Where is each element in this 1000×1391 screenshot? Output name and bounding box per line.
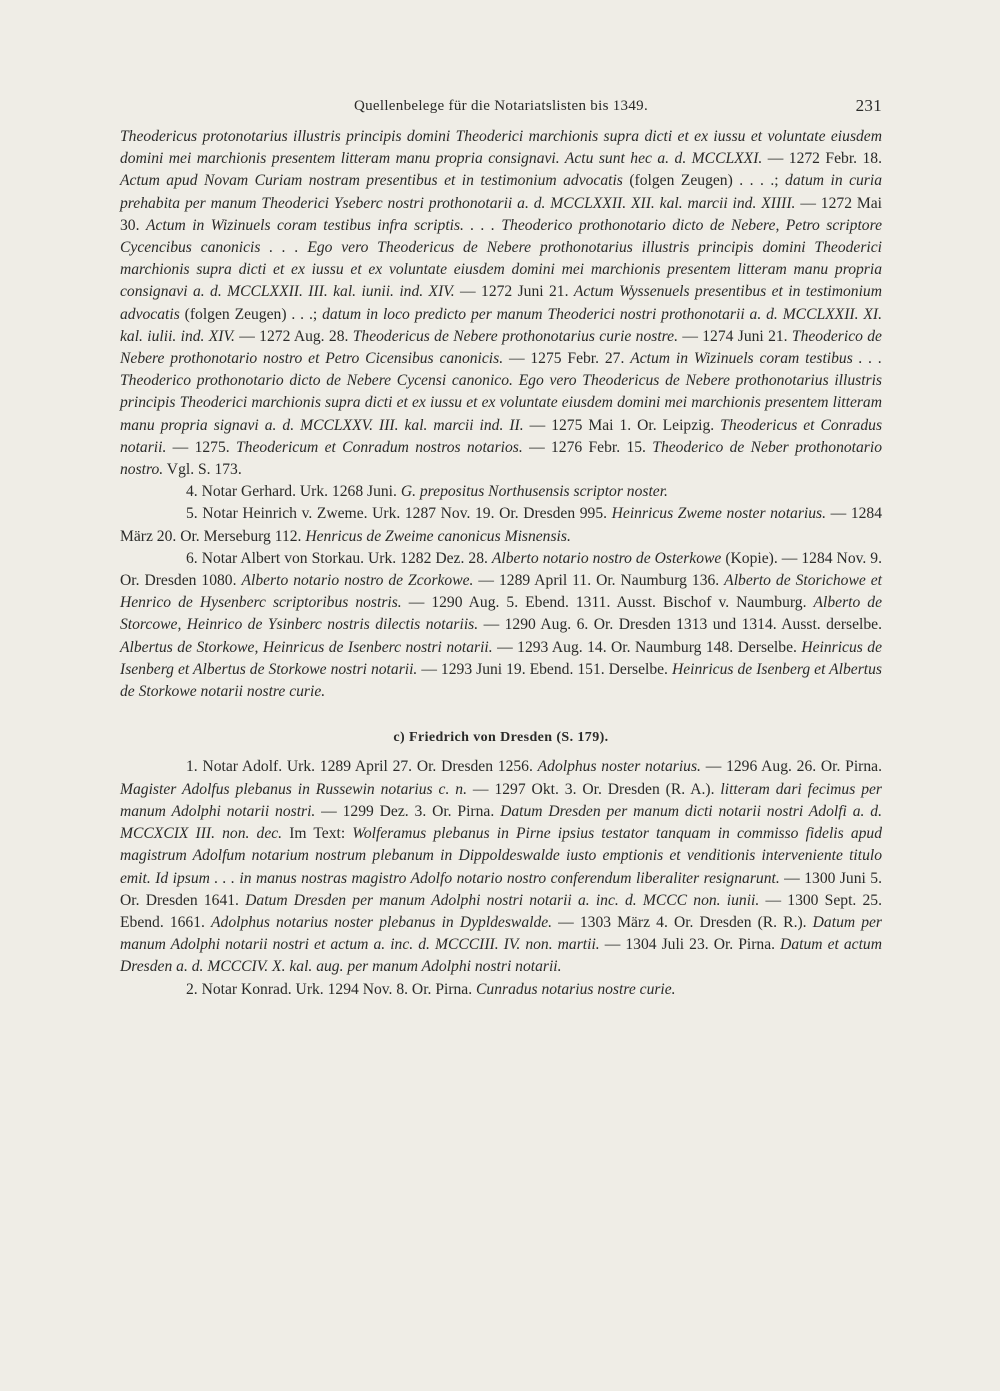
text-run: — 1272 Mai 30. [120, 194, 882, 234]
italic-run: Datum per manum Adolphi notarii nostri et actum a. inc. d. MCCCIII. IV. non. martii. [120, 913, 883, 954]
italic-run: Theodericum et Conradum nostros notarios. [236, 438, 523, 456]
text-run: — 1275. [166, 438, 236, 456]
paragraph [120, 503, 882, 547]
body-text [120, 126, 882, 1001]
text-run: — 1274 Juni 21. [677, 327, 792, 345]
running-title: Quellenbelege für die Notariatslisten bis 1349. [353, 98, 649, 114]
italic-run: Alberto notario nostro de Osterkowe [491, 549, 722, 567]
italic-run: Alberto notario nostro de Zcorkowe. [241, 572, 474, 590]
text-run: (Kopie). — 1284 Nov. 9. Or. Dresden 1080. [120, 549, 883, 590]
text-run: — 1297 Okt. 3. Or. Dresden (R. A.). [467, 780, 721, 798]
italic-run: Adolphus notarius noster plebanus in Dypldeswalde. [211, 913, 553, 931]
text-run: — 1272 Juni 21. [454, 283, 574, 301]
italic-run: Actum apud Novam Curiam nostram presentibus et in testimonium advocatis [120, 172, 623, 190]
italic-run: Albertus de Storkowe, Heinricus de Isenberc nostri notarii. [120, 638, 493, 656]
text-run: 4. Notar Gerhard. Urk. 1268 Juni. [186, 483, 401, 501]
text-run: — 1289 April 11. Or. Naumburg 136. [473, 572, 725, 590]
text-run: — 1299 Dez. 3. Or. Pirna. [315, 802, 501, 820]
italic-run: Datum Dresden per manum Adolphi nostri notarii a. inc. d. MCCC non. iunii. [245, 891, 760, 909]
italic-run: Alberto de Storichowe et Henrico de Hysenberc scriptoribus nostris. [120, 572, 882, 612]
italic-run: Datum Dresden per manum dicti notarii nostri Adolfi a. d. MCCXCIX III. non. dec. [120, 802, 882, 843]
italic-run: Theodericus protonotarius illustris principis domini Theoderici marchionis supra dicti et ex iussu et voluntate eiusdem domini mei marchionis presentem litteram manu propria consignavi. Actu sunt hec a. d. MCCLXXI. [120, 128, 882, 168]
paragraph-group [120, 126, 882, 703]
text-run: (folgen Zeugen) . . . .; [622, 172, 786, 190]
text-run: — 1296 Aug. 26. Or. Pirna. [700, 758, 882, 776]
italic-run: Actum Wyssenuels presentibus et in testimonium advocatis [120, 283, 882, 323]
text-run: Im Text: [282, 825, 353, 843]
text-run: 2. Notar Konrad. Urk. 1294 Nov. 8. Or. Pirna. [186, 980, 477, 998]
text-run: — 1275 Febr. 27. [503, 350, 631, 368]
italic-run: datum in curia prehabita per manum Theoderici Yseberc nostri prothonotarii a. d. MCCLXXII. XII. kal. marcii ind. XIIII. [120, 172, 883, 212]
text-run: 5. Notar Heinrich v. Zweme. Urk. 1287 Nov. 19. Or. Dresden 995. [186, 505, 612, 523]
text-run: 6. Notar Albert von Storkau. Urk. 1282 Dez. 28. [186, 549, 492, 567]
italic-run: Heinricus de Isenberg et Albertus de Storkowe nostri notarii. [120, 638, 882, 678]
text-run: — 1303 März 4. Or. Dresden (R. R.). [552, 913, 813, 931]
text-run: — 1276 Febr. 15. [522, 438, 653, 456]
italic-run: Theoderico de Neber prothonotario nostro. [120, 438, 883, 479]
text-run: — 1275 Mai 1. Or. Leipzig. [523, 416, 721, 434]
text-run: — 1272 Febr. 18. [762, 150, 882, 168]
paragraph [120, 481, 882, 503]
italic-run: G. prepositus Northusensis scriptor noster. [400, 483, 668, 501]
text-run: Vgl. S. 173. [163, 461, 242, 479]
italic-run: Wolferamus plebanus in Pirne ipsius testator tanquam in commisso fidelis apud magistrum Adolfum notarium nostrum plebanum in Dippoldeswalde iusto emptionis et venditionis interveniente titulo emit. Id ipsum . . . in manus nostras magistro Adolfo notario nostro conferendum liberaliter resignarunt. [120, 825, 883, 887]
paragraph-group [120, 756, 882, 1000]
text-run: 1. Notar Adolf. Urk. 1289 April 27. Or. Dresden 1256. [186, 758, 538, 776]
italic-run: Theodericus de Nebere prothonotarius curie nostre. [352, 327, 678, 345]
text-run: — 1290 Aug. 6. Or. Dresden 1313 und 1314. Ausst. derselbe. [478, 616, 882, 634]
text-run: — 1284 März 20. Or. Merseburg 112. [120, 505, 883, 545]
italic-run: Actum in Wizinuels coram testibus . . . Theoderico prothonotario dicto de Nebere Cycensi canonico. Ego vero Theodericus de Nebere prothonotarius illustris principis Theoderici marchionis supra dicti et ex iussu et ex voluntate eiusdem domini mei marchionis presentem litteram manu propria signavi a. d. MCCLXXV. III. kal. marcii ind. II. [120, 350, 882, 434]
paragraph [120, 548, 882, 703]
section-heading: c) Friedrich von Dresden (S. 179). [393, 730, 609, 746]
paragraph [120, 979, 882, 1001]
italic-run: Adolphus noster notarius. [537, 758, 701, 776]
text-run: — 1300 Juni 5. Or. Dresden 1641. [120, 869, 882, 909]
italic-run: Datum et actum Dresden a. d. MCCCIV. X. kal. aug. per manum Adolphi nostri notarii. [120, 936, 882, 976]
paragraph [120, 756, 882, 978]
paragraph [120, 126, 882, 481]
italic-run: Heinricus Zweme noster notarius. [611, 505, 827, 523]
italic-run: Heinricus de Isenberg et Albertus de Storkowe notarii nostre curie. [120, 660, 882, 701]
italic-run: Magister Adolfus plebanus in Russewin notarius c. n. [120, 780, 467, 798]
text-run: — 1300 Sept. 25. Ebend. 1661. [120, 891, 882, 931]
italic-run: Theodericus et Conradus notarii. [120, 416, 883, 456]
italic-run: Theoderico de Nebere prothonotario nostro et Petro Cicensibus canonicis. [120, 327, 882, 368]
italic-run: Actum in Wizinuels coram testibus infra scriptis. . . . Theoderico prothonotario dicto de Nebere, Petro scriptore Cycencibus canonicis . . . Ego vero Theodericus de Nebere prothonotarius illustris principis domini Theoderici marchionis supra dicti et ex iussu et ex voluntate eiusdem domini mei marchionis presentem litteram manu propria consignavi a. d. MCCLXXII. III. kal. iunii. ind. XIV. [120, 216, 883, 301]
text-run: — 1290 Aug. 5. Ebend. 1311. Ausst. Bischof v. Naumburg. [401, 594, 814, 612]
running-head [120, 96, 882, 122]
text-run: — 1272 Aug. 28. [234, 327, 353, 345]
text-run: — 1293 Aug. 14. Or. Naumburg 148. Derselbe. [492, 638, 802, 656]
italic-run: Alberto de Storcowe, Heinrico de Ysinberc nostris dilectis notariis. [120, 594, 883, 634]
text-run: — 1304 Juli 23. Or. Pirna. [599, 936, 781, 954]
italic-run: litteram dari fecimus per manum Adolphi notarii nostri. [120, 780, 882, 820]
italic-run: datum in loco predicto per manum Theoderici nostri prothonotarii a. d. MCCLXXII. XI. kal. iulii. ind. XIV. [120, 305, 882, 345]
page-number: 231 [855, 96, 882, 115]
italic-run: Cunradus notarius nostre curie. [476, 980, 676, 998]
text-run: — 1293 Juni 19. Ebend. 151. Derselbe. [417, 660, 672, 678]
italic-run: Henricus de Zweime canonicus Misnensis. [305, 527, 571, 545]
text-run: (folgen Zeugen) . . .; [179, 305, 323, 323]
